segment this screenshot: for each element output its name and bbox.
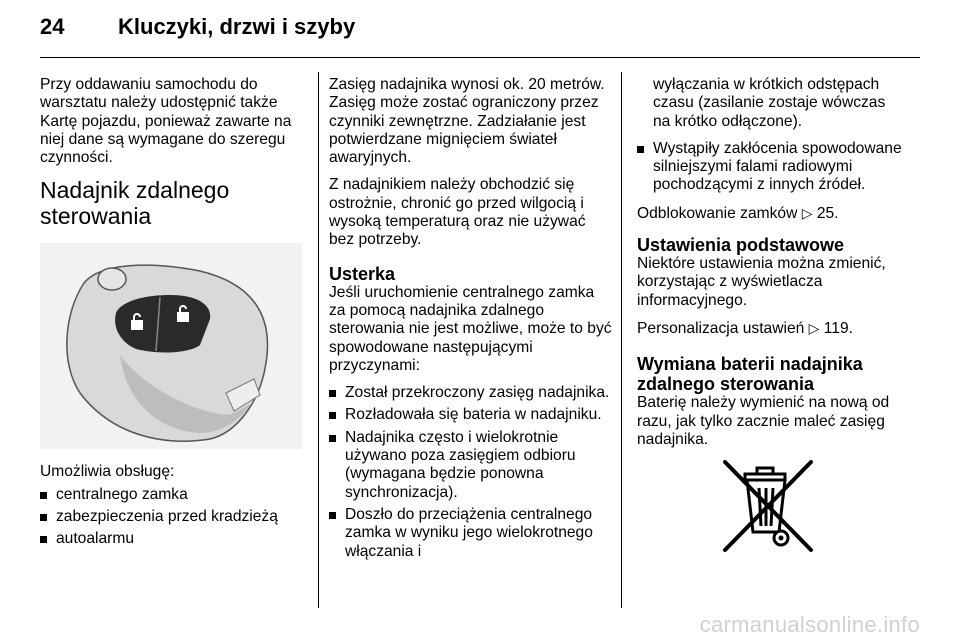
care-paragraph: Z nadajnikiem należy obchodzić się ostrożnie, chronić go przed wilgocią i wysoką temperaturą oraz nie używać bez potrzeby.: [329, 176, 586, 249]
list-item: autoalarmu: [40, 530, 306, 548]
bullet-icon: [329, 435, 336, 442]
bullet-icon: [40, 514, 47, 521]
list-item: Nadajnika często i wielokrotnie używano poza zasięgiem odbioru (wymagana będzie ponowna synchronizacja).: [329, 429, 614, 502]
page-ref-icon: ▷: [808, 319, 820, 336]
column-1: [40, 76, 306, 558]
battery-text: Baterię należy wymienić na nową od razu, jak tylko zacznie maleć zasięg nadajnika.: [637, 394, 890, 448]
bullet-icon: [40, 492, 47, 499]
page-ref-icon: ▷: [801, 204, 813, 221]
enables-list: [40, 486, 306, 549]
page-header: [40, 14, 355, 40]
header-rule: [40, 57, 920, 58]
range-paragraph: Zasięg nadajnika wynosi ok. 20 metrów. Zasięg może zostać ograniczony przez czynniki zewnętrzne. Zadziałanie jest potwierdzane mignięciem świateł awaryjnych.: [329, 76, 605, 167]
fault-list: [329, 384, 614, 561]
crossed-bin-icon: [715, 458, 821, 562]
column-divider-2: [621, 72, 622, 608]
list-item: Został przekroczony zasięg nadajnika.: [329, 384, 614, 402]
basic-settings-text: Niektóre ustawienia można zmienić, korzystając z wyświetlacza informacyjnego.: [637, 255, 886, 309]
bullet-icon: [329, 390, 336, 397]
fault-heading: Usterka: [329, 263, 396, 284]
intro-paragraph: Przy oddawaniu samochodu do warsztatu należy udostępnić także Kartę pojazdu, ponieważ zawarte na niej dane są wymagane do szeregu czynności.: [40, 76, 292, 167]
list-item: zabezpieczenia przed kradzieżą: [40, 508, 306, 526]
bullet-icon: [329, 412, 336, 419]
page-title: Kluczyki, drzwi i szyby: [118, 14, 356, 39]
bullet-icon: [637, 146, 644, 153]
remote-key-illustration: [40, 243, 302, 449]
basic-settings-heading: Ustawienia podstawowe: [637, 235, 845, 256]
list-item: Doszło do przeciążenia centralnego zamka w wyniku jego wielokrotnego włączania i: [329, 506, 614, 561]
list-item: Rozładowała się bateria w nadajniku.: [329, 406, 614, 424]
watermark: carmanualsonline.info: [699, 612, 920, 637]
list-continuation: wyłączania w krótkich odstępach czasu (zasilanie zostaje wówczas na krótko odłączone).: [653, 76, 886, 130]
personalization-reference[interactable]: Personalizacja ustawień ▷ 119.: [637, 319, 853, 337]
page-number: 24: [40, 14, 65, 39]
bullet-icon: [329, 512, 336, 519]
list-item: centralnego zamka: [40, 486, 306, 504]
enables-label: Umożliwia obsługę:: [40, 463, 175, 481]
interference-list: [637, 140, 905, 195]
battery-heading: Wymiana baterii nadajnika zdalnego sterowania: [637, 354, 863, 395]
list-item: Wystąpiły zakłócenia spowodowane silniejszymi falami radiowymi pochodzącymi z innych źródeł.: [637, 140, 905, 195]
unlock-reference[interactable]: Odblokowanie zamków ▷ 25.: [637, 204, 839, 222]
column-3: [637, 76, 905, 562]
section-heading-remote: Nadajnik zdalnego sterowania: [40, 177, 230, 230]
column-divider-1: [318, 72, 319, 608]
column-2: [329, 76, 614, 570]
bullet-icon: [40, 536, 47, 543]
fault-intro: Jeśli uruchomienie centralnego zamka za pomocą nadajnika zdalnego sterowania nie jest możliwe, może to być spowodowane następującymi przyczynami:: [329, 283, 612, 374]
